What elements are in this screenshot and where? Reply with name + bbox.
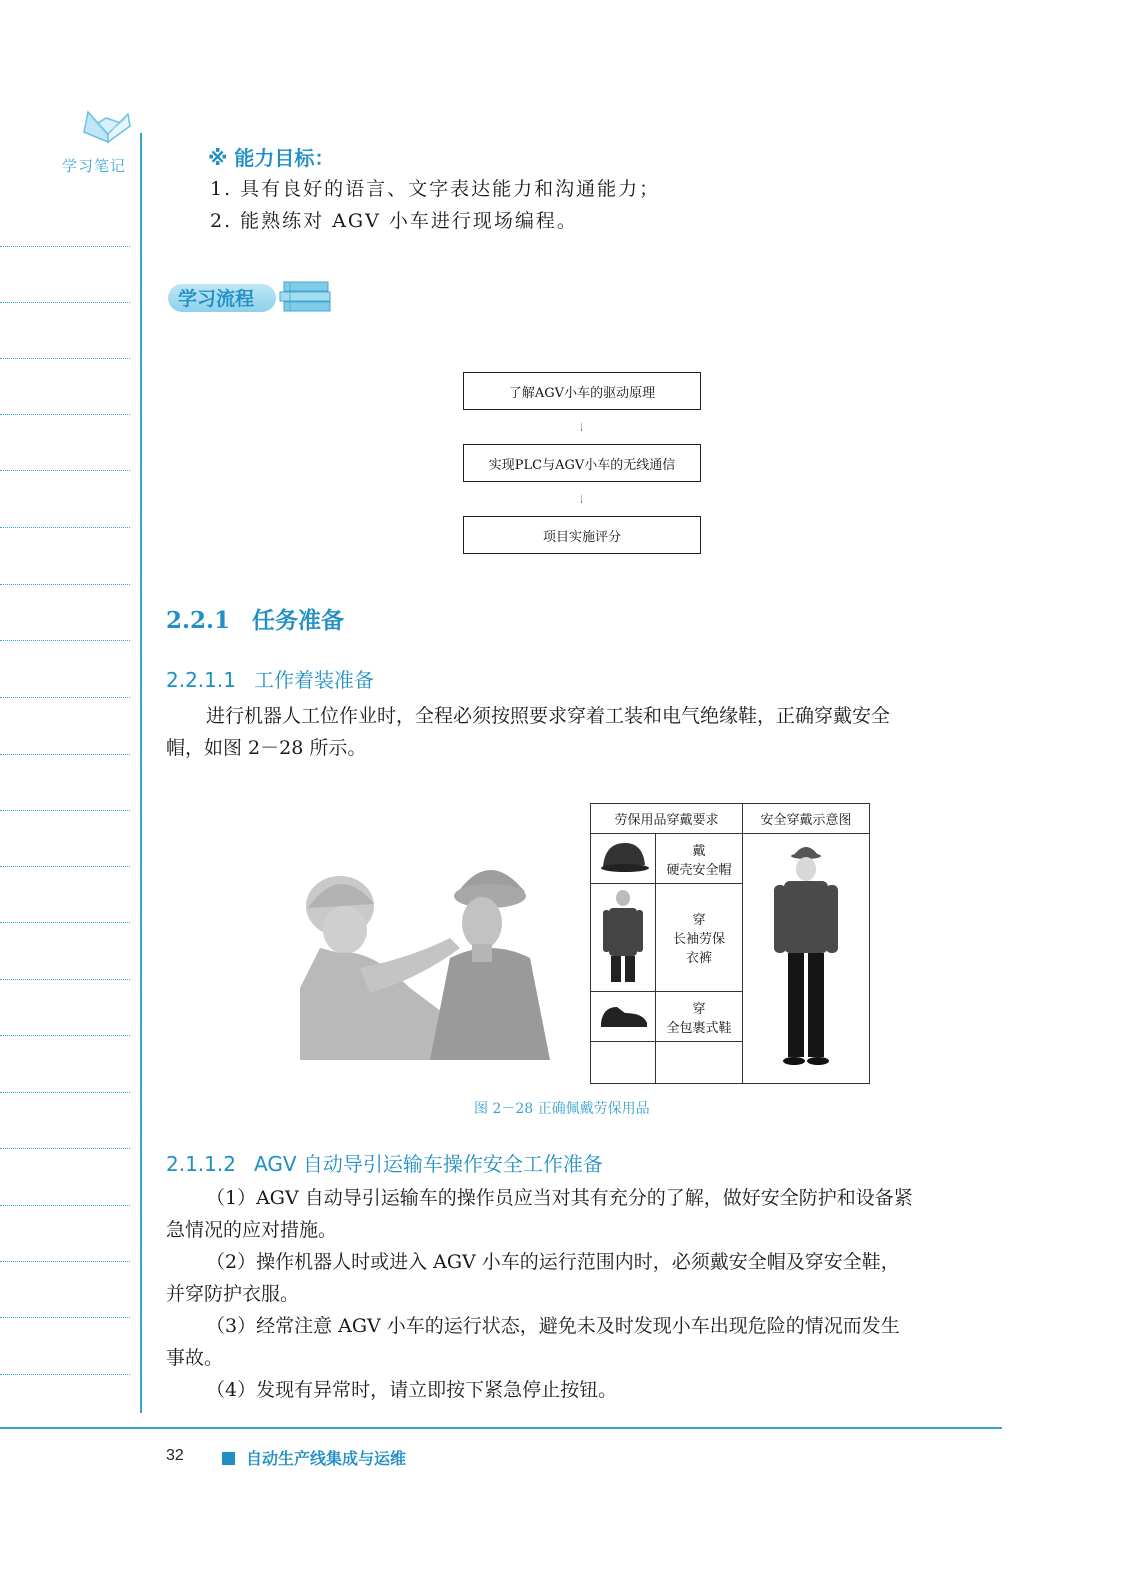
- paragraph-line: （2）操作机器人时或进入 AGV 小车的运行范围内时，必须戴安全帽及穿安全鞋，: [206, 1251, 900, 1273]
- ppe-row-shoes: 穿 全包裹式鞋: [656, 992, 743, 1042]
- section-number: 2.2.1: [166, 607, 231, 634]
- subsection-2-paragraphs: [166, 1182, 1006, 1406]
- subsection-1-title: 工作着装准备: [253, 668, 374, 692]
- notes-book-icon: [78, 102, 134, 148]
- books-icon: [276, 278, 338, 318]
- learning-flow-badge: [168, 278, 338, 318]
- helmet-fitting-photo: [300, 848, 555, 1060]
- footer-square-icon: [222, 1452, 235, 1465]
- subsection-1-heading: [166, 664, 374, 693]
- footer-rule: [0, 1427, 1002, 1429]
- ppe-table-header-illustration: 安全穿戴示意图: [743, 804, 870, 834]
- paragraph-line: 进行机器人工位作业时，全程必须按照要求穿着工装和电气绝缘鞋，正确穿戴安全: [206, 705, 891, 727]
- figure-caption: 图 2－28 正确佩戴劳保用品: [474, 1101, 650, 1117]
- workwear-icon: [591, 884, 656, 992]
- ppe-empty-cell: [591, 1042, 656, 1084]
- subsection-1-paragraph: [166, 700, 1006, 764]
- ppe-requirements-table: [590, 803, 870, 1084]
- paragraph-line: 帽，如图 2－28 所示。: [166, 737, 367, 759]
- flow-arrow-2: [581, 482, 583, 516]
- helmet-icon: [591, 834, 656, 884]
- paragraph-line: 事故。: [166, 1347, 224, 1369]
- flow-step-1: 了解AGV小车的驱动原理: [463, 372, 701, 410]
- ability-goal-1: 1. 具有良好的语言、文字表达能力和沟通能力；: [210, 178, 661, 200]
- page-number: 32: [166, 1447, 184, 1464]
- learning-flow-label: 学习流程: [178, 288, 255, 310]
- ppe-table-header-requirements: 劳保用品穿戴要求: [591, 804, 743, 834]
- flow-arrow-1: [581, 410, 583, 444]
- paragraph-line: （3）经常注意 AGV 小车的运行状态，避免未及时发现小车出现危险的情况而发生: [206, 1315, 900, 1337]
- paragraph-line: 并穿防护衣服。: [166, 1283, 300, 1305]
- ability-goal-2: 2. 能熟练对 AGV 小车进行现场编程。: [210, 210, 578, 232]
- section-title: 任务准备: [252, 607, 345, 634]
- ppe-row-workwear: 穿 长袖劳保 衣裤: [656, 884, 743, 992]
- flow-step-3: 项目实施评分: [463, 516, 701, 554]
- notes-label: 学习笔记: [62, 157, 127, 175]
- margin-divider: [140, 133, 142, 1413]
- paragraph-line: （4）发现有异常时，请立即按下紧急停止按钮。: [206, 1379, 618, 1401]
- worker-full-ppe-figure: [743, 834, 870, 1084]
- ppe-empty-cell: [656, 1042, 743, 1084]
- paragraph-line: 急情况的应对措施。: [166, 1219, 338, 1241]
- ability-goals-title: ※ 能力目标：: [208, 146, 335, 170]
- safety-shoe-icon: [591, 992, 656, 1042]
- flow-step-2: 实现PLC与AGV小车的无线通信: [463, 444, 701, 482]
- ppe-row-helmet: 戴 硬壳安全帽: [656, 834, 743, 884]
- subsection-2-heading: [166, 1148, 603, 1177]
- paragraph-line: （1）AGV 自动导引运输车的操作员应当对其有充分的了解，做好安全防护和设备紧: [206, 1187, 913, 1209]
- section-heading: [166, 602, 344, 635]
- book-title: 自动生产线集成与运维: [246, 1449, 407, 1468]
- subsection-1-number: 2.2.1.1: [166, 668, 236, 692]
- subsection-2-number: 2.1.1.2: [166, 1152, 236, 1176]
- subsection-2-title: AGV 自动导引运输车操作安全工作准备: [253, 1152, 603, 1176]
